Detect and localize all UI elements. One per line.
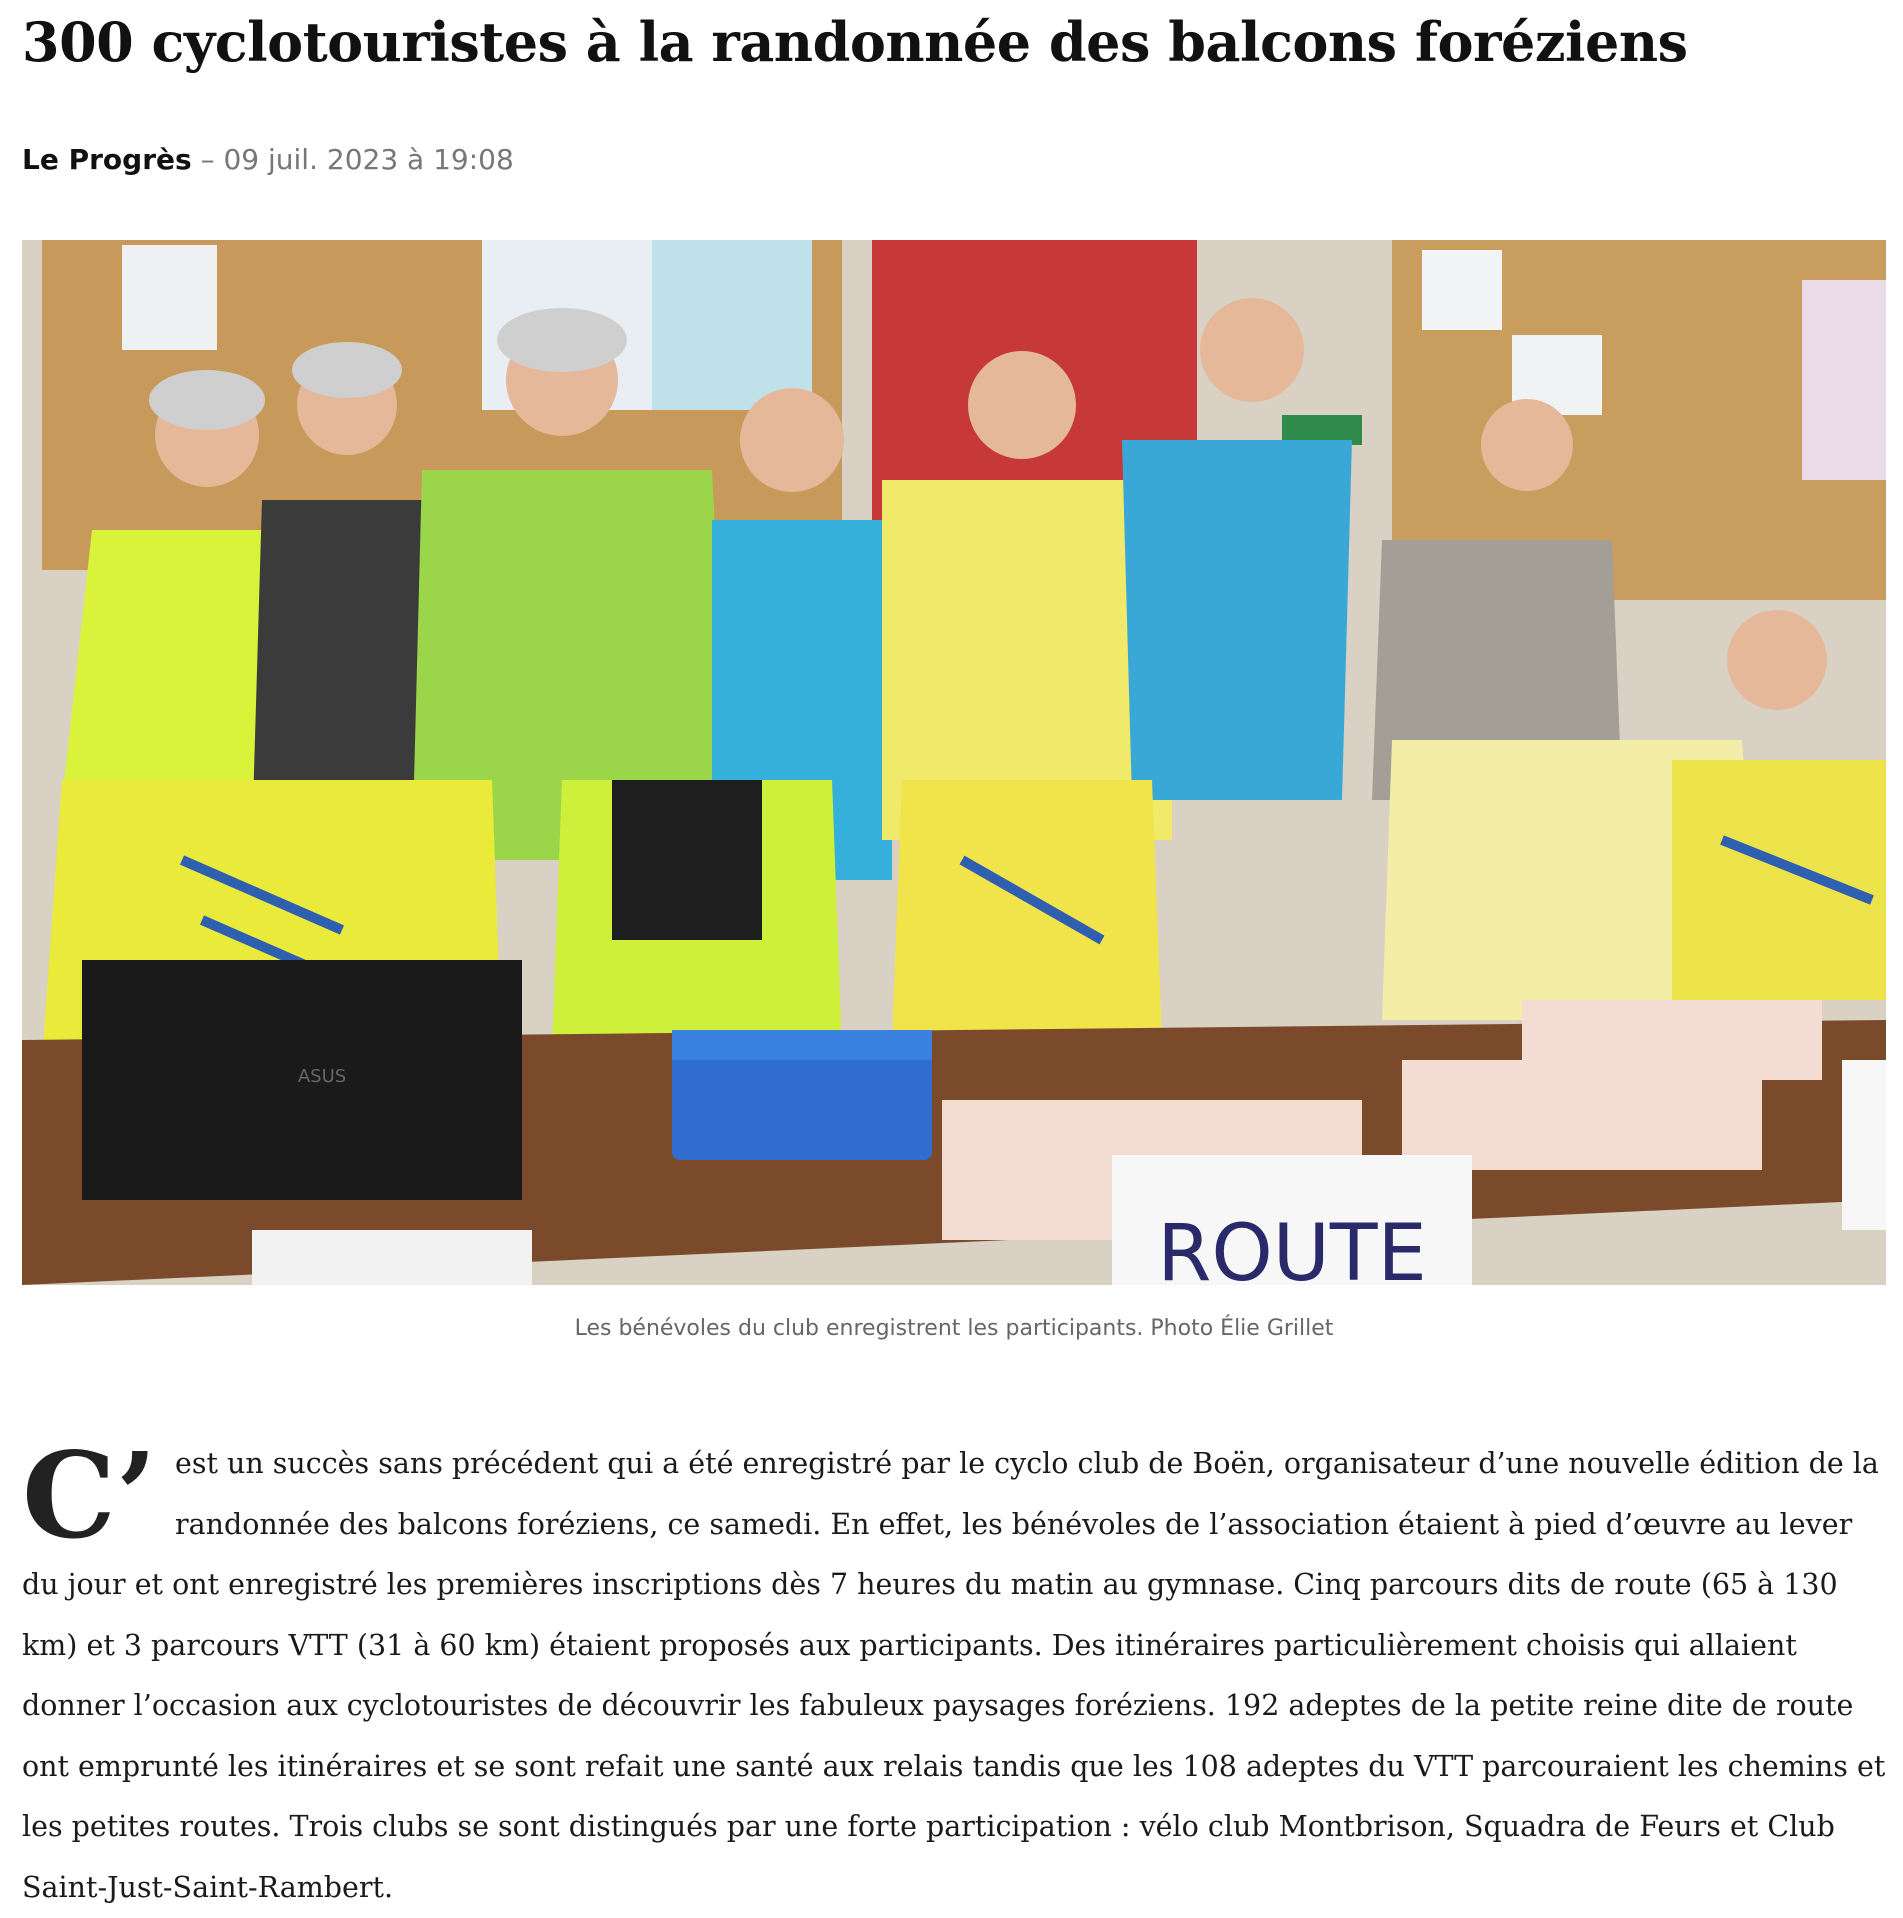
article-date: 09 juil. 2023 à 19:08 <box>223 143 514 176</box>
laptop-brand-text: ASUS <box>297 1066 347 1087</box>
article-photo <box>22 240 1886 1285</box>
route-sign-text: ROUTE <box>1157 1209 1427 1285</box>
article-meta <box>22 140 514 180</box>
article-source[interactable]: Le Progrès <box>22 143 192 176</box>
meta-separator: – <box>200 143 215 176</box>
article-body-text: est un succès sans précédent qui a été enregistré par le cyclo club de Boën, organisateur d’une nouvelle édition de la randonnée des balcons foréziens, ce samedi. En effet, les bénévoles de l’association étaient à pied d’œuvre au lever du jour et ont enregistré les premières inscriptions dès 7 heures du matin au gymnase. Cinq parcours dits de route (65 à 130 km) et 3 parcours VTT (31 à 60 km) étaient proposés aux participants. Des itinéraires particulièrement choisis qui allaient donner l’occasion aux cyclotouristes de découvrir les fabuleux paysages foréziens. 192 adeptes de la petite reine dite de route ont emprunté les itinéraires et se sont refait une santé aux relais tandis que les 108 adeptes du VTT parcouraient les chemins et les petites routes. Trois clubs se sont distingués par une forte participation : vélo club Montbrison, Squadra de Feurs et Club Saint-Just-Saint-Rambert. <box>22 1447 1886 1904</box>
photo-caption: Les bénévoles du club enregistrent les participants. Photo Élie Grillet <box>574 1316 1334 1341</box>
article-title: 300 cyclotouristes à la randonnée des balcons foréziens <box>22 10 1688 74</box>
article-body <box>22 1426 1886 1918</box>
drop-cap: C’ <box>22 1426 157 1565</box>
